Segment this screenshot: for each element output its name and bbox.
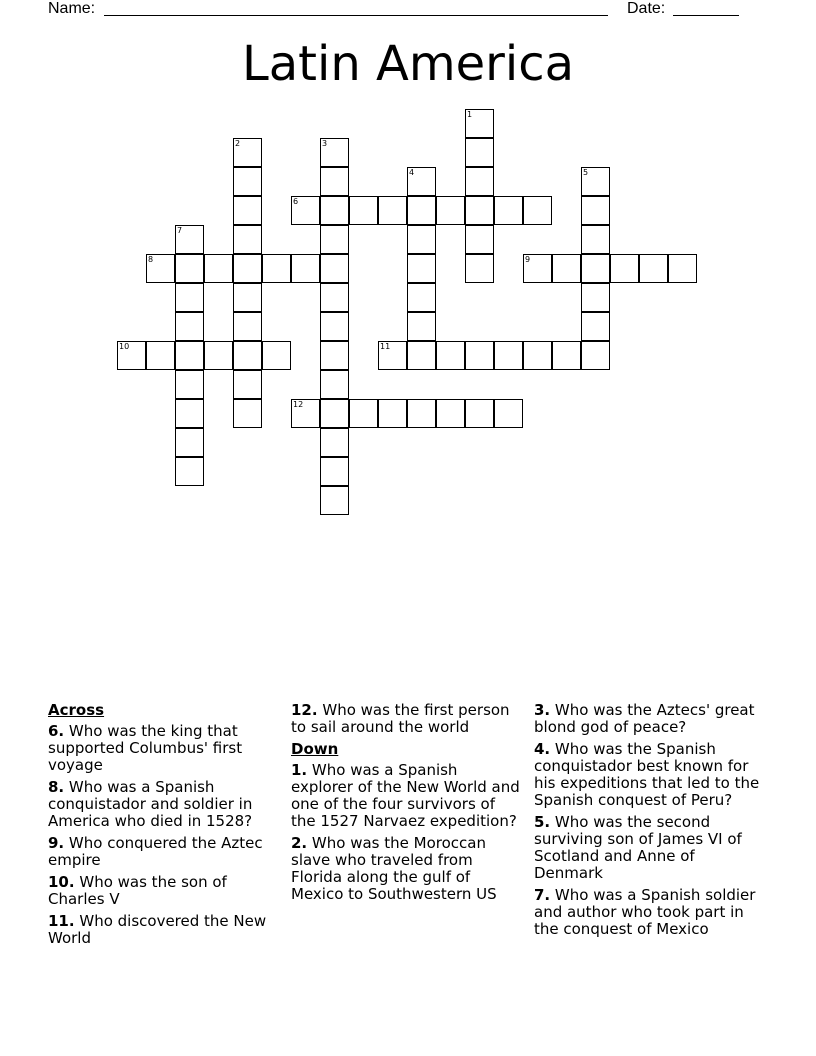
grid-cell[interactable] <box>320 312 349 341</box>
grid-cell[interactable] <box>378 341 407 370</box>
clue-number: 3. <box>534 701 551 719</box>
grid-cell[interactable] <box>581 254 610 283</box>
clue-number: 4. <box>534 740 551 758</box>
grid-cell[interactable] <box>233 341 262 370</box>
clue-text: Who was the Aztecs' great blond god of peace? <box>534 701 755 736</box>
clue-number: 6. <box>48 722 65 740</box>
cell-number: 11 <box>380 342 391 351</box>
clue-down-7 <box>534 887 764 938</box>
header <box>0 0 816 22</box>
grid-cell[interactable] <box>175 399 204 428</box>
grid-cell[interactable] <box>552 254 581 283</box>
grid-cell[interactable] <box>407 225 436 254</box>
grid-cell[interactable] <box>378 399 407 428</box>
clue-across-6 <box>48 723 278 774</box>
grid-cell[interactable] <box>320 196 349 225</box>
grid-cell[interactable] <box>233 399 262 428</box>
grid-cell[interactable] <box>320 254 349 283</box>
grid-cell[interactable] <box>320 225 349 254</box>
clue-text: Who was the second surviving son of James VI of Scotland and Anne of Denmark <box>534 813 742 882</box>
clue-number: 8. <box>48 778 65 796</box>
grid-cell[interactable] <box>523 196 552 225</box>
grid-cell[interactable] <box>175 283 204 312</box>
grid-cell[interactable] <box>175 312 204 341</box>
clues-column-2 <box>291 702 521 908</box>
grid-cell[interactable] <box>494 399 523 428</box>
grid-cell[interactable] <box>175 370 204 399</box>
grid-cell[interactable] <box>407 341 436 370</box>
cell-number: 7 <box>177 226 183 235</box>
grid-cell[interactable] <box>407 254 436 283</box>
clue-across-10 <box>48 874 278 908</box>
grid-cell[interactable] <box>668 254 697 283</box>
grid-cell[interactable] <box>320 457 349 486</box>
grid-cell[interactable] <box>320 341 349 370</box>
clue-across-11 <box>48 913 278 947</box>
clue-text: Who discovered the New World <box>48 912 267 947</box>
grid-cell[interactable] <box>465 167 494 196</box>
clue-text: Who conquered the Aztec empire <box>48 834 263 869</box>
grid-cell[interactable] <box>233 225 262 254</box>
clue-text: Who was a Spanish explorer of the New World and one of the four survivors of the 1527 Narvaez expedition? <box>291 761 520 830</box>
clue-number: 10. <box>48 873 75 891</box>
grid-cell[interactable] <box>233 283 262 312</box>
cell-number: 3 <box>322 139 328 148</box>
across-heading: Across <box>48 701 105 719</box>
grid-cell[interactable] <box>349 196 378 225</box>
grid-cell[interactable] <box>494 196 523 225</box>
date-label: Date: <box>627 0 666 17</box>
grid-cell[interactable] <box>581 167 610 196</box>
grid-cell[interactable] <box>291 196 320 225</box>
grid-cell[interactable] <box>175 341 204 370</box>
grid-cell[interactable] <box>610 254 639 283</box>
grid-cell[interactable] <box>262 341 291 370</box>
clue-number: 2. <box>291 834 308 852</box>
grid-cell[interactable] <box>465 399 494 428</box>
clue-number: 12. <box>291 701 318 719</box>
clue-text: Who was the Spanish conquistador best known for his expeditions that led to the Spanish conquest of Peru? <box>534 740 760 809</box>
cell-number: 6 <box>293 197 299 206</box>
clue-across-8 <box>48 779 278 830</box>
clue-number: 11. <box>48 912 75 930</box>
grid-cell[interactable] <box>291 399 320 428</box>
clue-down-3 <box>534 702 764 736</box>
cell-number: 10 <box>119 342 130 351</box>
grid-cell[interactable] <box>465 196 494 225</box>
grid-cell[interactable] <box>320 428 349 457</box>
grid-cell[interactable] <box>436 341 465 370</box>
grid-cell[interactable] <box>639 254 668 283</box>
grid-cell[interactable] <box>320 138 349 167</box>
grid-cell[interactable] <box>523 254 552 283</box>
clue-down-5 <box>534 814 764 882</box>
grid-cell[interactable] <box>320 370 349 399</box>
grid-cell[interactable] <box>378 196 407 225</box>
grid-cell[interactable] <box>465 225 494 254</box>
clue-text: Who was a Spanish soldier and author who took part in the conquest of Mexico <box>534 886 756 938</box>
grid-cell[interactable] <box>233 138 262 167</box>
clue-down-1 <box>291 762 521 830</box>
clue-text: Who was the son of Charles V <box>48 873 227 908</box>
clue-down-2 <box>291 835 521 903</box>
date-input-line[interactable] <box>673 15 739 16</box>
grid-cell[interactable] <box>407 167 436 196</box>
grid-cell[interactable] <box>320 167 349 196</box>
clue-text: Who was the first person to sail around the world <box>291 701 510 736</box>
cell-number: 8 <box>148 255 154 264</box>
grid-cell[interactable] <box>523 341 552 370</box>
grid-cell[interactable] <box>581 225 610 254</box>
grid-cell[interactable] <box>117 341 146 370</box>
clue-down-4 <box>534 741 764 809</box>
grid-cell[interactable] <box>320 399 349 428</box>
grid-cell[interactable] <box>407 196 436 225</box>
grid-cell[interactable] <box>175 457 204 486</box>
grid-cell[interactable] <box>204 254 233 283</box>
clue-across-9 <box>48 835 278 869</box>
down-heading: Down <box>291 740 339 758</box>
grid-cell[interactable] <box>233 370 262 399</box>
grid-cell[interactable] <box>233 167 262 196</box>
grid-cell[interactable] <box>175 225 204 254</box>
grid-cell[interactable] <box>204 341 233 370</box>
clue-text: Who was the Moroccan slave who traveled from Florida along the gulf of Mexico to Southwestern US <box>291 834 497 903</box>
grid-cell[interactable] <box>175 428 204 457</box>
grid-cell[interactable] <box>465 254 494 283</box>
grid-cell[interactable] <box>436 399 465 428</box>
clues-column-3 <box>534 702 764 943</box>
grid-cell[interactable] <box>262 254 291 283</box>
grid-cell[interactable] <box>233 196 262 225</box>
grid-cell[interactable] <box>581 312 610 341</box>
name-input-line[interactable] <box>104 15 608 16</box>
clue-number: 1. <box>291 761 308 779</box>
grid-cell[interactable] <box>407 312 436 341</box>
clue-text: Who was the king that supported Columbus' first voyage <box>48 722 243 774</box>
grid-cell[interactable] <box>494 341 523 370</box>
cell-number: 4 <box>409 168 415 177</box>
grid-cell[interactable] <box>233 312 262 341</box>
clue-text: Who was a Spanish conquistador and soldier in America who died in 1528? <box>48 778 253 830</box>
grid-cell[interactable] <box>320 283 349 312</box>
grid-cell[interactable] <box>407 399 436 428</box>
grid-cell[interactable] <box>465 138 494 167</box>
clue-number: 7. <box>534 886 551 904</box>
clue-number: 5. <box>534 813 551 831</box>
cell-number: 2 <box>235 139 241 148</box>
grid-cell[interactable] <box>175 254 204 283</box>
cell-number: 5 <box>583 168 589 177</box>
cell-number: 1 <box>467 110 473 119</box>
grid-cell[interactable] <box>349 399 378 428</box>
grid-cell[interactable] <box>233 254 262 283</box>
grid-cell[interactable] <box>146 254 175 283</box>
grid-cell[interactable] <box>407 283 436 312</box>
clue-number: 9. <box>48 834 65 852</box>
grid-cell[interactable] <box>581 283 610 312</box>
grid-cell[interactable] <box>320 486 349 515</box>
grid-cell[interactable] <box>581 341 610 370</box>
grid-cell[interactable] <box>581 196 610 225</box>
grid-cell[interactable] <box>465 341 494 370</box>
cell-number: 9 <box>525 255 531 264</box>
page-title: Latin America <box>242 36 574 92</box>
clues-column-1 <box>48 702 278 952</box>
grid-cell[interactable] <box>552 341 581 370</box>
grid-cell[interactable] <box>291 254 320 283</box>
clue-across-12 <box>291 702 521 736</box>
grid-cell[interactable] <box>465 109 494 138</box>
grid-cell[interactable] <box>146 341 175 370</box>
cell-number: 12 <box>293 400 304 409</box>
grid-cell[interactable] <box>436 196 465 225</box>
name-label: Name: <box>48 0 96 17</box>
